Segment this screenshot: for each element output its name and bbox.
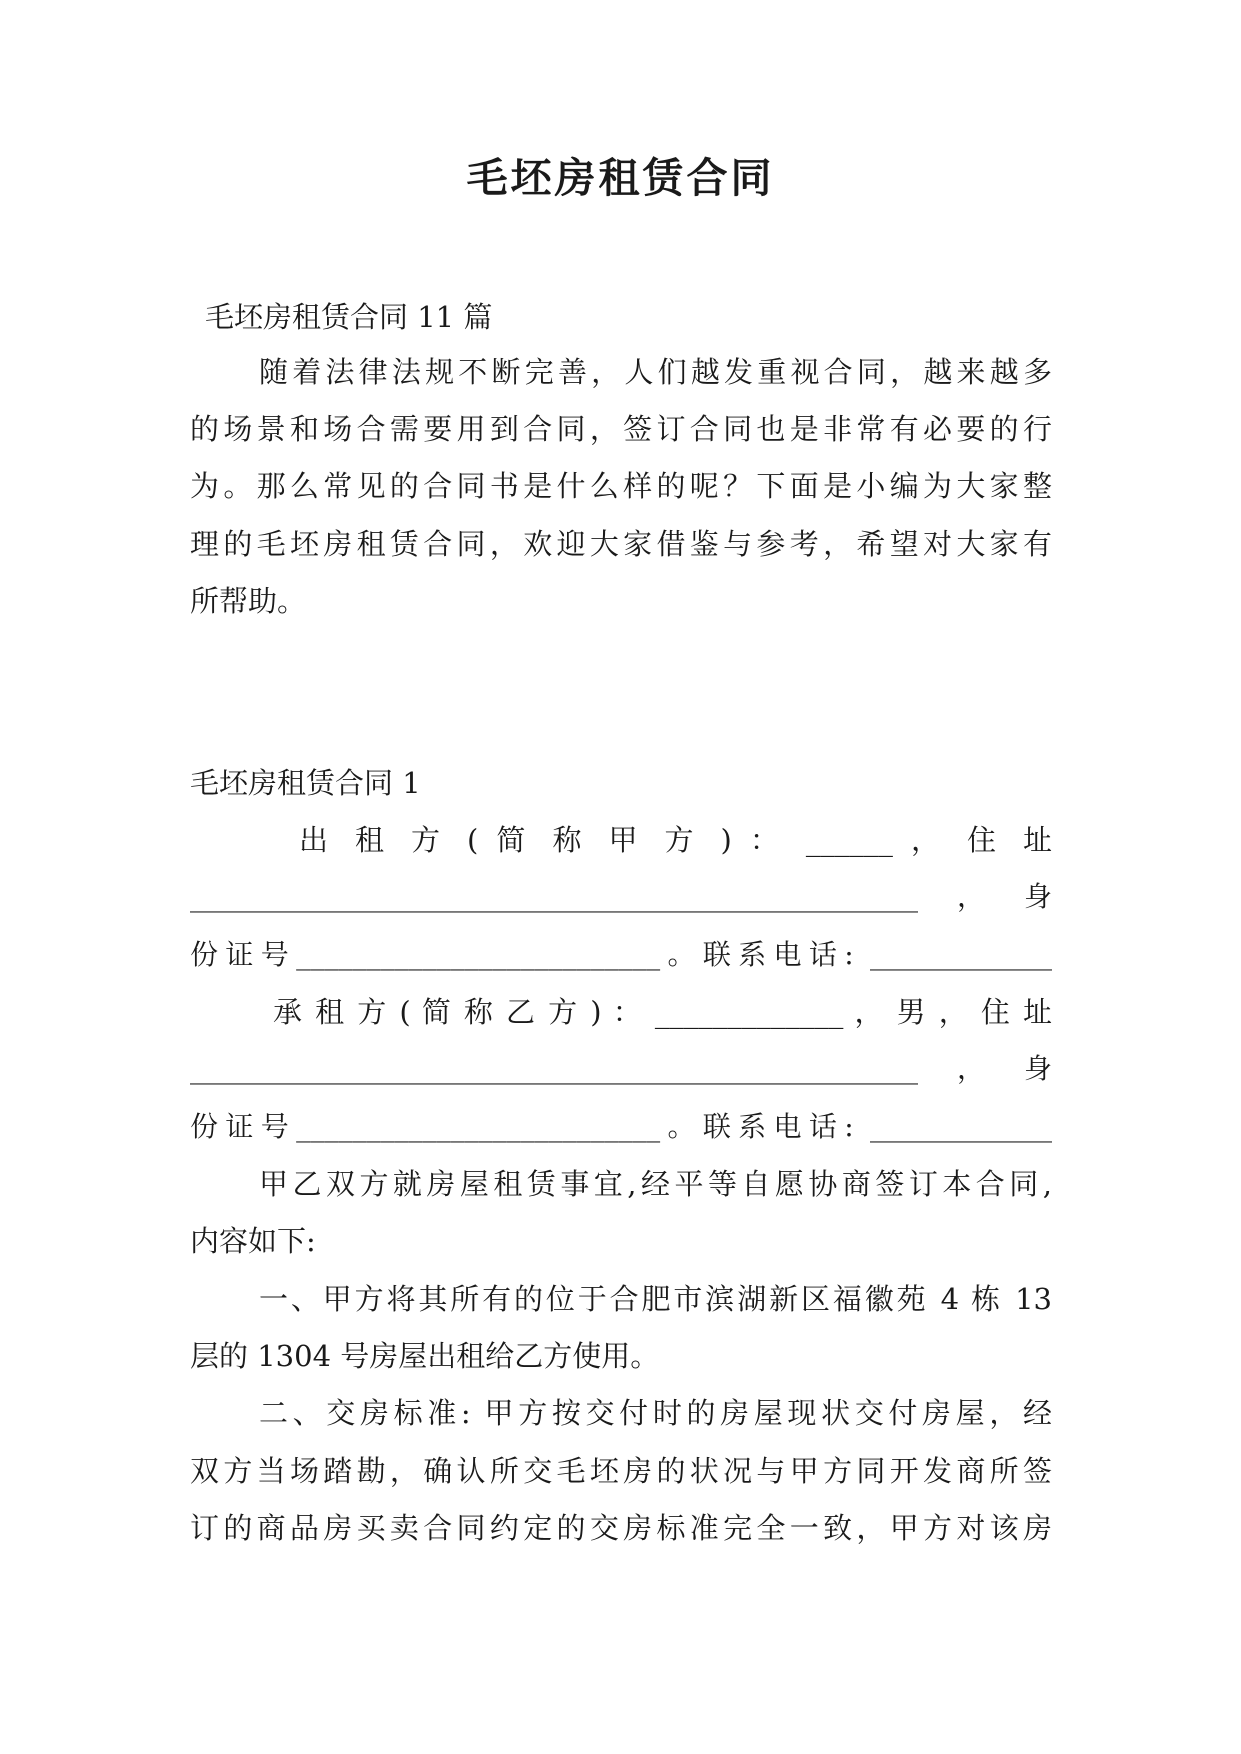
- section-heading: 毛坯房租赁合同 1: [190, 766, 421, 800]
- body-paragraph: 甲乙双方就房屋租赁事宜,经平等自愿协商签订本合同,: [259, 1167, 1052, 1201]
- intro-line: 的场景和场合需要用到合同，签订合同也是非常有必要的行: [190, 412, 1052, 446]
- clause-two: 订的商品房买卖合同约定的交房标准完全一致，甲方对该房: [190, 1511, 1052, 1545]
- intro-line: 所帮助。: [190, 584, 307, 618]
- clause-two: 双方当场踏勘，确认所交毛坯房的状况与甲方同开发商所签: [190, 1454, 1052, 1488]
- lessor-line: 出 租 方 ( 简 称 甲 方 ) ： ______ ， 住 址: [299, 823, 1052, 857]
- document-title: 毛坯房租赁合同: [466, 154, 775, 202]
- id-phone-line: 份证号__________________________。联系电话: _____________: [190, 938, 1052, 971]
- body-paragraph: 内容如下:: [190, 1224, 316, 1258]
- address-blank-line: ____________________________________________________，身: [190, 880, 1052, 913]
- intro-line: 理的毛坯房租赁合同，欢迎大家借鉴与参考，希望对大家有: [190, 527, 1052, 561]
- clause-one: 一、甲方将其所有的位于合肥市滨湖新区福徽苑 4 栋 13: [259, 1282, 1052, 1316]
- clause-two: 二、交房标准: 甲方按交付时的房屋现状交付房屋，经: [259, 1396, 1052, 1430]
- intro-line: 随着法律法规不断完善，人们越发重视合同，越来越多: [259, 355, 1052, 389]
- clause-one: 层的 1304 号房屋出租给乙方使用。: [190, 1339, 660, 1373]
- lessee-line: 承 租 方 ( 简 称 乙 方 ) ： _____________ ， 男 ， 住 址: [273, 995, 1052, 1029]
- address-blank-line: ____________________________________________________，身: [190, 1052, 1052, 1085]
- intro-line: 为。那么常见的合同书是什么样的呢？下面是小编为大家整: [190, 469, 1052, 503]
- document-subtitle: 毛坯房租赁合同 11 篇: [205, 300, 493, 334]
- id-phone-line: 份证号__________________________。联系电话: _____________: [190, 1110, 1052, 1143]
